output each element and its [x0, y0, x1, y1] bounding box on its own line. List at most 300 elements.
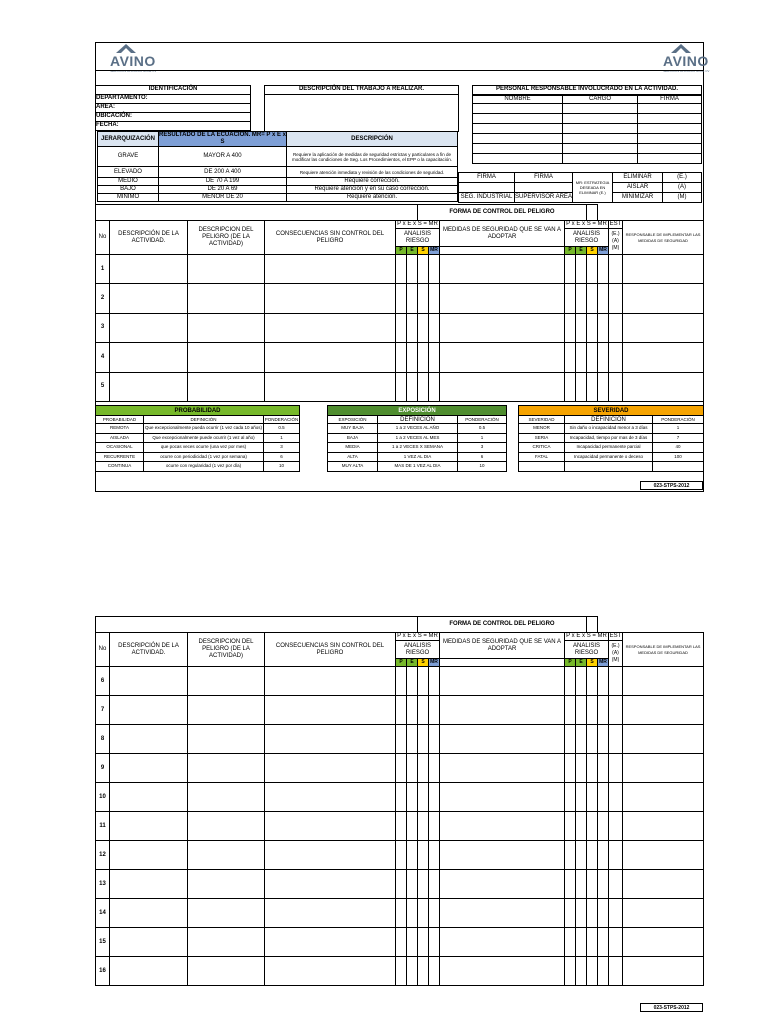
analisis-cell[interactable] [429, 841, 440, 870]
analisis-e-header: E [407, 247, 418, 255]
row-cell[interactable] [110, 841, 188, 870]
analisis-cell[interactable] [587, 343, 598, 372]
control-header-blank [587, 617, 598, 633]
analisis-cell[interactable] [429, 284, 440, 313]
analisis-cell[interactable] [396, 928, 407, 957]
row-cell[interactable] [188, 372, 265, 401]
analisis-cell[interactable] [407, 313, 418, 342]
rango-minimo: MENOR DE 20 [159, 194, 287, 202]
field-departamento[interactable]: DEPARTAMENTO: [95, 95, 251, 104]
responsable-cell[interactable] [623, 957, 704, 986]
analisis-cell[interactable] [407, 725, 418, 754]
analisis-cell[interactable] [396, 899, 407, 928]
row-cell[interactable] [110, 812, 188, 841]
personal-cell[interactable] [473, 154, 563, 164]
estrategia-eliminar: ELIMINAR [613, 173, 663, 183]
est-options: (E.) (A) (M) [609, 229, 623, 255]
row-cell[interactable] [188, 284, 265, 313]
row-cell[interactable] [265, 343, 396, 372]
analisis-cell[interactable] [418, 812, 429, 841]
responsable-cell[interactable] [623, 667, 704, 696]
row-cell[interactable] [265, 725, 396, 754]
analisis-cell[interactable] [565, 957, 576, 986]
severidad-cell: 40 [653, 443, 704, 453]
est-cell[interactable] [609, 372, 623, 401]
row-cell[interactable] [188, 812, 265, 841]
analisis-cell[interactable] [429, 313, 440, 342]
row-cell[interactable] [188, 783, 265, 812]
personal-cell[interactable] [473, 134, 563, 144]
row-cell[interactable] [110, 696, 188, 725]
analisis-cell[interactable] [429, 667, 440, 696]
analisis-cell[interactable] [576, 372, 587, 401]
analisis-cell[interactable] [396, 783, 407, 812]
analisis-cell[interactable] [429, 255, 440, 284]
analisis-cell[interactable] [396, 667, 407, 696]
descripcion-trabajo-title: DESCRIPCIÓN DEL TRABAJO A REALIZAR. [265, 86, 458, 95]
analisis-cell[interactable] [418, 928, 429, 957]
analisis-cell[interactable] [565, 754, 576, 783]
row-cell[interactable] [110, 313, 188, 342]
probabilidad-cell: Que excepcionalmente puede ocurrir (1 vez al año) [144, 433, 264, 443]
responsable-cell[interactable] [623, 812, 704, 841]
analisis-cell[interactable] [396, 725, 407, 754]
row-number: 9 [96, 754, 110, 783]
analisis-mr-header: MR [430, 247, 438, 253]
analisis-cell[interactable] [396, 284, 407, 313]
analisis-cell[interactable] [576, 284, 587, 313]
row-cell[interactable] [110, 725, 188, 754]
analisis-cell[interactable] [396, 696, 407, 725]
firma-seg-line[interactable]: FIRMA [459, 173, 515, 183]
analisis-cell[interactable] [429, 372, 440, 401]
row-cell[interactable] [265, 841, 396, 870]
analisis-cell[interactable] [565, 667, 576, 696]
analisis-cell[interactable] [429, 812, 440, 841]
analisis-cell[interactable] [565, 343, 576, 372]
analisis-cell[interactable] [396, 870, 407, 899]
personal-cell[interactable] [563, 134, 638, 144]
row-cell[interactable] [110, 372, 188, 401]
col-est: EST [609, 633, 622, 639]
medidas-cell[interactable] [440, 343, 565, 372]
analisis-cell[interactable] [418, 783, 429, 812]
analisis-riesgo-label: ANALISIS RIESGO [396, 229, 440, 247]
control-header-blank [96, 617, 418, 633]
analisis-cell[interactable] [407, 928, 418, 957]
est-cell[interactable] [609, 899, 623, 928]
row-cell[interactable] [265, 957, 396, 986]
medidas-cell[interactable] [440, 841, 565, 870]
analisis-cell[interactable] [429, 754, 440, 783]
analisis-cell[interactable] [407, 899, 418, 928]
medidas-cell[interactable] [440, 957, 565, 986]
analisis-cell[interactable] [576, 725, 587, 754]
analisis-cell[interactable] [429, 343, 440, 372]
analisis-cell[interactable] [576, 783, 587, 812]
analisis-cell[interactable] [429, 783, 440, 812]
analisis-p-header: P [396, 659, 407, 667]
analisis-cell[interactable] [565, 812, 576, 841]
medidas-cell[interactable] [440, 725, 565, 754]
est-cell[interactable] [609, 957, 623, 986]
exposicion-cell: 0.5 [458, 424, 507, 434]
analisis-cell[interactable] [576, 313, 587, 342]
personal-cell[interactable] [563, 144, 638, 154]
row-cell[interactable] [188, 957, 265, 986]
row-cell[interactable] [110, 957, 188, 986]
analisis-cell[interactable] [598, 725, 609, 754]
responsable-cell[interactable] [623, 870, 704, 899]
analisis-cell[interactable] [407, 284, 418, 313]
analisis-cell[interactable] [407, 957, 418, 986]
analisis-cell[interactable] [587, 255, 598, 284]
est-cell[interactable] [609, 696, 623, 725]
row-number: 15 [96, 928, 110, 957]
personal-cell[interactable] [563, 114, 638, 124]
rango-bajo: DE 20 A 69 [159, 186, 287, 194]
analisis-cell[interactable] [598, 754, 609, 783]
analisis-cell[interactable] [576, 754, 587, 783]
exposicion-cell: BAJA [328, 433, 378, 443]
analisis-cell[interactable] [396, 372, 407, 401]
analisis-cell[interactable] [565, 372, 576, 401]
est-cell[interactable] [609, 313, 623, 342]
table-row [328, 443, 507, 453]
col-responsable: RESPONSABLE DE IMPLEMENTAR LAS MEDIDAS DE SEGURIDAD [623, 221, 704, 255]
analisis-cell[interactable] [396, 754, 407, 783]
row-cell[interactable] [265, 754, 396, 783]
analisis-cell[interactable] [565, 783, 576, 812]
analisis-cell[interactable] [407, 255, 418, 284]
analisis-cell[interactable] [576, 343, 587, 372]
analisis-cell[interactable] [598, 667, 609, 696]
severidad-cell: Incapacidad permanente o deceso [565, 452, 653, 462]
est-cell[interactable] [609, 725, 623, 754]
analisis-cell[interactable] [407, 783, 418, 812]
medidas-cell[interactable] [440, 754, 565, 783]
analisis-cell[interactable] [587, 372, 598, 401]
analisis-cell[interactable] [598, 783, 609, 812]
analisis-cell[interactable] [396, 313, 407, 342]
analisis-cell[interactable] [418, 725, 429, 754]
row-number: 12 [96, 841, 110, 870]
analisis-cell[interactable] [587, 754, 598, 783]
analisis-cell[interactable] [587, 812, 598, 841]
analisis-cell[interactable] [576, 870, 587, 899]
analisis-cell[interactable] [587, 667, 598, 696]
col-cargo: CARGO [563, 96, 638, 104]
row-cell[interactable] [188, 725, 265, 754]
probabilidad-cell: 1 [264, 433, 300, 443]
est-cell[interactable] [609, 870, 623, 899]
row-cell[interactable] [265, 284, 396, 313]
medidas-cell[interactable] [440, 696, 565, 725]
analisis-cell[interactable] [418, 284, 429, 313]
responsable-cell[interactable] [623, 754, 704, 783]
medidas-cell[interactable] [440, 284, 565, 313]
est-cell[interactable] [609, 754, 623, 783]
analisis-cell[interactable] [418, 870, 429, 899]
row-cell[interactable] [110, 783, 188, 812]
analisis-cell[interactable] [429, 696, 440, 725]
personal-table [472, 95, 702, 164]
logo-right: AVINO SERVICIOS AVICOLAS SA DE CV [663, 44, 709, 73]
exp-col-3: PONDERACIÓN [458, 416, 507, 424]
analisis2-mr-header: MR [599, 659, 607, 665]
row-cell[interactable] [110, 255, 188, 284]
row-cell[interactable] [188, 754, 265, 783]
row-cell[interactable] [110, 343, 188, 372]
analisis-cell[interactable] [587, 957, 598, 986]
table-row [96, 255, 704, 284]
row-cell[interactable] [110, 754, 188, 783]
analisis-cell[interactable] [576, 255, 587, 284]
firma-sup-line[interactable]: FIRMA [515, 173, 573, 183]
row-cell[interactable] [265, 255, 396, 284]
responsable-cell[interactable] [623, 841, 704, 870]
personal-title: PERSONAL RESPONSABLE INVOLUCRADO EN LA ACTIVIDAD. [472, 85, 702, 95]
responsable-cell[interactable] [623, 725, 704, 754]
row-cell[interactable] [265, 372, 396, 401]
row-cell[interactable] [265, 812, 396, 841]
analisis-cell[interactable] [576, 696, 587, 725]
est-cell[interactable] [609, 812, 623, 841]
analisis-cell[interactable] [418, 841, 429, 870]
analisis-cell[interactable] [598, 957, 609, 986]
medidas-cell[interactable] [440, 667, 565, 696]
personal-cell[interactable] [638, 124, 702, 134]
medidas-cell[interactable] [440, 313, 565, 342]
row-cell[interactable] [188, 841, 265, 870]
analisis-cell[interactable] [598, 928, 609, 957]
analisis-cell[interactable] [587, 899, 598, 928]
medidas-cell[interactable] [440, 899, 565, 928]
analisis-cell[interactable] [407, 812, 418, 841]
analisis-cell[interactable] [418, 667, 429, 696]
analisis-cell[interactable] [407, 696, 418, 725]
medidas-cell[interactable] [440, 783, 565, 812]
row-cell[interactable] [188, 667, 265, 696]
row-cell[interactable] [188, 870, 265, 899]
personal-cell[interactable] [473, 124, 563, 134]
personal-cell[interactable] [638, 144, 702, 154]
analisis-cell[interactable] [576, 812, 587, 841]
personal-cell[interactable] [473, 104, 563, 114]
responsable-cell[interactable] [623, 783, 704, 812]
analisis-cell[interactable] [598, 841, 609, 870]
responsable-cell[interactable] [623, 928, 704, 957]
row-cell[interactable] [265, 696, 396, 725]
personal-cell[interactable] [638, 154, 702, 164]
medidas-cell[interactable] [440, 812, 565, 841]
analisis-cell[interactable] [587, 313, 598, 342]
analisis-cell[interactable] [598, 812, 609, 841]
analisis-cell[interactable] [565, 696, 576, 725]
row-cell[interactable] [188, 928, 265, 957]
identificacion-title: IDENTIFICACIÓN [95, 85, 251, 95]
estrategia-aislar: AISLAR [613, 183, 663, 193]
analisis-cell[interactable] [576, 841, 587, 870]
analisis-cell[interactable] [587, 284, 598, 313]
analisis-cell[interactable] [565, 870, 576, 899]
analisis-cell[interactable] [598, 255, 609, 284]
row-cell[interactable] [188, 343, 265, 372]
row-number: 1 [96, 255, 110, 284]
row-cell[interactable] [265, 667, 396, 696]
severidad-cell: Incapacidad, tiempo por mas de 3 días [565, 433, 653, 443]
analisis-cell[interactable] [587, 841, 598, 870]
analisis-cell[interactable] [429, 870, 440, 899]
analisis-cell[interactable] [565, 841, 576, 870]
analisis-cell[interactable] [587, 783, 598, 812]
table-row [328, 433, 507, 443]
est-cell[interactable] [609, 667, 623, 696]
personal-cell[interactable] [473, 144, 563, 154]
analisis-cell[interactable] [576, 928, 587, 957]
analisis2-p-header: P [565, 659, 576, 667]
analisis-cell[interactable] [407, 372, 418, 401]
probabilidad-cell: REMOTA [96, 424, 144, 434]
personal-cell[interactable] [563, 124, 638, 134]
responsable-cell[interactable] [623, 372, 704, 401]
personal-cell[interactable] [638, 104, 702, 114]
medidas-cell[interactable] [440, 372, 565, 401]
responsable-cell[interactable] [623, 284, 704, 313]
row-cell[interactable] [188, 696, 265, 725]
est-cell[interactable] [609, 841, 623, 870]
est-cell[interactable] [609, 783, 623, 812]
medidas-cell[interactable] [440, 870, 565, 899]
analisis-cell[interactable] [565, 284, 576, 313]
descripcion-trabajo-field[interactable] [265, 95, 458, 133]
severidad-cell: FATAL [519, 452, 565, 462]
analisis-cell[interactable] [565, 313, 576, 342]
responsable-cell[interactable] [623, 899, 704, 928]
table-row [96, 343, 704, 372]
analisis-cell[interactable] [598, 284, 609, 313]
analisis-cell[interactable] [396, 812, 407, 841]
analisis-cell[interactable] [429, 725, 440, 754]
responsable-cell[interactable] [623, 696, 704, 725]
row-cell[interactable] [188, 313, 265, 342]
analisis-cell[interactable] [418, 899, 429, 928]
personal-cell[interactable] [563, 104, 638, 114]
field-ubicacion[interactable]: UBICACIÓN: [95, 113, 251, 122]
analisis-cell[interactable] [407, 343, 418, 372]
analisis-cell[interactable] [418, 696, 429, 725]
exposicion-cell: MEDIA [328, 443, 378, 453]
analisis-cell[interactable] [576, 899, 587, 928]
row-cell[interactable] [265, 783, 396, 812]
analisis-cell[interactable] [429, 928, 440, 957]
est-cell[interactable] [609, 928, 623, 957]
analisis-cell[interactable] [418, 343, 429, 372]
row-cell[interactable] [188, 255, 265, 284]
analisis-cell[interactable] [396, 957, 407, 986]
medidas-cell[interactable] [440, 928, 565, 957]
analisis-cell[interactable] [598, 899, 609, 928]
analisis-cell[interactable] [418, 372, 429, 401]
analisis-cell[interactable] [587, 928, 598, 957]
row-cell[interactable] [110, 899, 188, 928]
analisis-cell[interactable] [598, 372, 609, 401]
row-cell[interactable] [265, 313, 396, 342]
desc-medio: Requiere corrección. [287, 178, 458, 186]
exposicion-cell: 10 [458, 462, 507, 472]
analisis-cell[interactable] [418, 255, 429, 284]
est-cell[interactable] [609, 284, 623, 313]
analisis-cell[interactable] [407, 754, 418, 783]
analisis-cell[interactable] [418, 957, 429, 986]
table-row [96, 928, 704, 957]
row-cell[interactable] [110, 928, 188, 957]
row-cell[interactable] [110, 284, 188, 313]
responsable-cell[interactable] [623, 313, 704, 342]
medidas-cell[interactable] [440, 255, 565, 284]
table-row [96, 462, 300, 472]
analisis-cell[interactable] [598, 870, 609, 899]
analisis-cell[interactable] [587, 696, 598, 725]
analisis-cell[interactable] [418, 313, 429, 342]
analisis-cell[interactable] [576, 667, 587, 696]
analisis-cell[interactable] [396, 841, 407, 870]
personal-cell[interactable] [563, 154, 638, 164]
personal-cell[interactable] [473, 114, 563, 124]
analisis-cell[interactable] [429, 899, 440, 928]
row-cell[interactable] [188, 899, 265, 928]
analisis-cell[interactable] [565, 255, 576, 284]
analisis-cell[interactable] [565, 725, 576, 754]
analisis-mr-header: MR [430, 659, 438, 665]
row-cell[interactable] [265, 870, 396, 899]
est-cell[interactable] [609, 255, 623, 284]
row-cell[interactable] [110, 870, 188, 899]
personal-cell[interactable] [638, 114, 702, 124]
analisis-cell[interactable] [565, 928, 576, 957]
analisis-cell[interactable] [429, 957, 440, 986]
responsable-cell[interactable] [623, 255, 704, 284]
analisis-cell[interactable] [598, 313, 609, 342]
personal-cell[interactable] [638, 134, 702, 144]
analisis-cell[interactable] [407, 667, 418, 696]
desc-bajo: Requiere atención y en su caso corrección. [287, 186, 458, 194]
analisis-cell[interactable] [565, 899, 576, 928]
est-cell[interactable] [609, 343, 623, 372]
analisis-cell[interactable] [576, 957, 587, 986]
analisis-cell[interactable] [407, 841, 418, 870]
analisis-cell[interactable] [407, 870, 418, 899]
analisis-cell[interactable] [598, 343, 609, 372]
table-row [96, 284, 704, 313]
jerarquizacion-table [97, 131, 458, 202]
field-area[interactable]: AREA: [95, 104, 251, 113]
field-fecha[interactable]: FECHA: [95, 122, 251, 131]
rango-elevado: DE 200 A 400 [159, 167, 287, 178]
row-cell[interactable] [110, 667, 188, 696]
analisis-cell[interactable] [396, 343, 407, 372]
analisis-cell[interactable] [418, 754, 429, 783]
row-cell[interactable] [265, 928, 396, 957]
exposicion-cell: MUY BAJA [328, 424, 378, 434]
responsable-cell[interactable] [623, 343, 704, 372]
analisis-cell[interactable] [598, 696, 609, 725]
analisis-cell[interactable] [587, 870, 598, 899]
analisis-cell[interactable] [587, 725, 598, 754]
row-cell[interactable] [265, 899, 396, 928]
probabilidad-cell: ocurre con regularidad (1 vez por día) [144, 462, 264, 472]
analisis-cell[interactable] [396, 255, 407, 284]
